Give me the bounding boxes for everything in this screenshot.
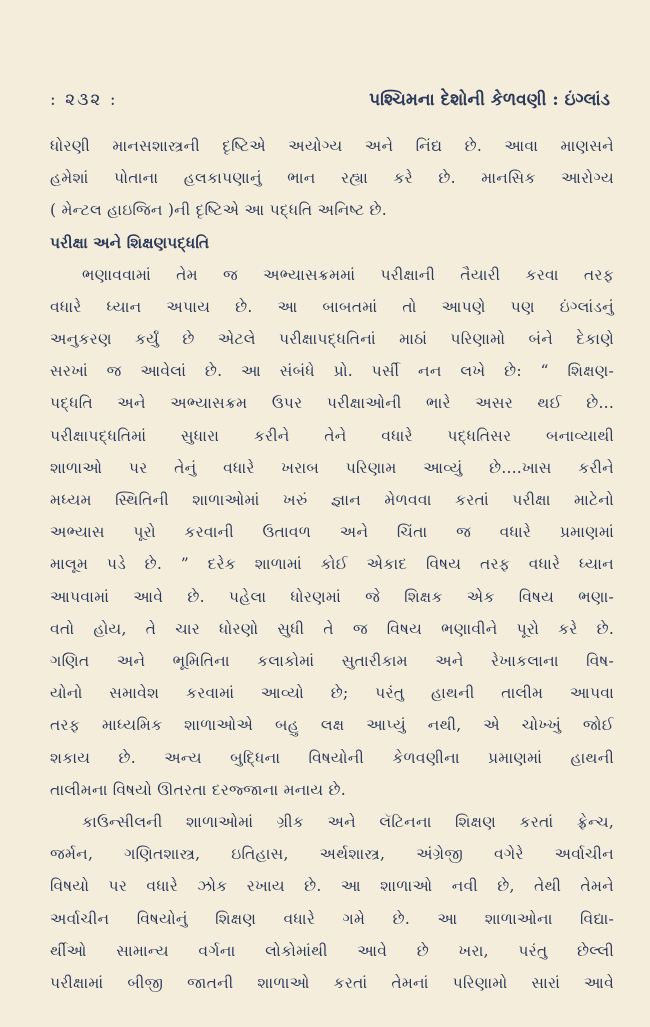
text-line: અનુકરણ કર્યું છે એટલે પરીક્ષાપદ્ધતિનાં માઠાં પરિણામો બંને દેકાણે xyxy=(50,330,614,349)
text-line: ર્થીઓ સામાન્ય વર્ગના લોકોમાંથી આવે છે ખરા, પરંતુ છેલ્લી xyxy=(50,941,614,960)
text-line: ધોરણી માનસશાસ્ત્રની દૃષ્ટિએ અયોગ્ય અને નિંદ્ય છે. આવા માણસને xyxy=(50,137,614,155)
text-line: તાલીમના વિષયો ઊતરતા દરજ્જાના મનાય છે. xyxy=(50,780,346,799)
page-number: : ૨૩૨ : xyxy=(50,90,118,110)
text-line: સરખાં જ આવેલાં છે. આ સંબંધે પ્રો. પર્સી નન લખે છે: “ શિક્ષણ- xyxy=(50,362,614,381)
text-line: વિષયો પર વધારે ઝોક રખાય છે. આ શાળાઓ નવી છે, તેથી તેમને xyxy=(50,877,614,896)
text-line: શાળાઓ પર તેનું વધારે ખરાબ પરિણામ આવ્યું છે....ખાસ કરીને xyxy=(50,458,614,477)
text-line: ગણિત અને ભૂમિતિના કલાકોમાં સુતારીકામ અને રેખાકલાના વિષ- xyxy=(50,652,614,671)
paragraph-exams xyxy=(50,259,614,806)
text-line: પરીક્ષાપદ્ધતિમાં સુધારા કરીને તેને વધારે પદ્ધતિસર બનાવ્યાથી xyxy=(50,426,614,445)
page-header xyxy=(50,88,614,112)
text-line: માલૂમ પડે છે. ” દરેક શાળામાં કોઈ એકાદ વિષય તરફ વધારે ધ્યાન xyxy=(50,555,614,574)
text-line: ( મેન્ટલ હાઇજિન )ની દૃષ્ટિએ આ પદ્ધતિ અનિષ્ટ છે. xyxy=(50,201,387,220)
text-line: અભ્યાસ પૂરો કરવાની ઉતાવળ અને ચિંતા જ વધારે પ્રમાણમાં xyxy=(50,523,614,542)
text-line: યોનો સમાવેશ કરવામાં આવ્યો છે; પરંતુ હાથની તાલીમ આપવા xyxy=(50,684,614,703)
text-line: હમેશાં પોતાના હલકાપણાનું ભાન રહ્યા કરે છે. માનસિક આરોગ્ય xyxy=(50,169,614,188)
text-line: આપવામાં આવે છે. પહેલા ધોરણમાં જે શિક્ષક એક વિષય ભણા- xyxy=(50,587,614,606)
paragraph-council-schools xyxy=(50,806,614,999)
text-line: કાઉન્સીલની શાળાઓમાં ગ્રીક અને લૅટિનના શિક્ષણ કરતાં ફ્રેન્ચ, xyxy=(82,813,614,832)
text-line: વતો હોય, તે ચાર ધોરણો સુધી તે જ વિષય ભણાવીને પૂરો કરે છે. xyxy=(50,619,614,638)
paragraph-continued xyxy=(50,130,614,227)
text-line: તરફ માધ્યમિક શાળાઓએ બહુ લક્ષ આપ્યું નથી, એ ચોખ્ખું જોઈ xyxy=(50,716,614,735)
text-line: પદ્ધતિ અને અભ્યાસક્રમ ઉપર પરીક્ષાઓની ભારે અસર થઈ છે... xyxy=(50,394,614,413)
section-heading: પરીક્ષા અને શિક્ષણપદ્ધતિ xyxy=(50,232,210,252)
text-line: મધ્યમ સ્થિતિની શાળાઓમાં ખરું જ્ઞાન મેળવવા કરતાં પરીક્ષા માટેનો xyxy=(50,491,614,510)
text-line: અર્વાચીન વિષયોનું શિક્ષણ વધારે ગમે છે. આ શાળાઓના વિદ્યા- xyxy=(50,909,614,928)
text-line: ભણાવવામાં તેમ જ અભ્યાસક્રમમાં પરીક્ષાની તૈયારી કરવા તરફ xyxy=(82,265,614,284)
running-title: પશ્ચિમના દેશોની કેળવણી : ઇંગ્લાંડ xyxy=(369,90,610,110)
text-line: વધારે ધ્યાન અપાય છે. આ બાબતમાં તો આપણે પણ ઇંગ્લાંડનું xyxy=(50,297,614,316)
text-line: જર્મન, ગણિતશાસ્ત્ર, ઇતિહાસ, અર્થશાસ્ત્ર, અંગ્રેજી વગેરે અર્વાચીન xyxy=(50,845,614,864)
text-line: પરીક્ષામાં બીજી જાતની શાળાઓ કરતાં તેમનાં પરિણામો સારાં આવે xyxy=(50,974,614,993)
text-line: શકાય છે. અન્ય બુદ્ધિના વિષયોની કેળવણીના પ્રમાણમાં હાથની xyxy=(50,748,614,767)
